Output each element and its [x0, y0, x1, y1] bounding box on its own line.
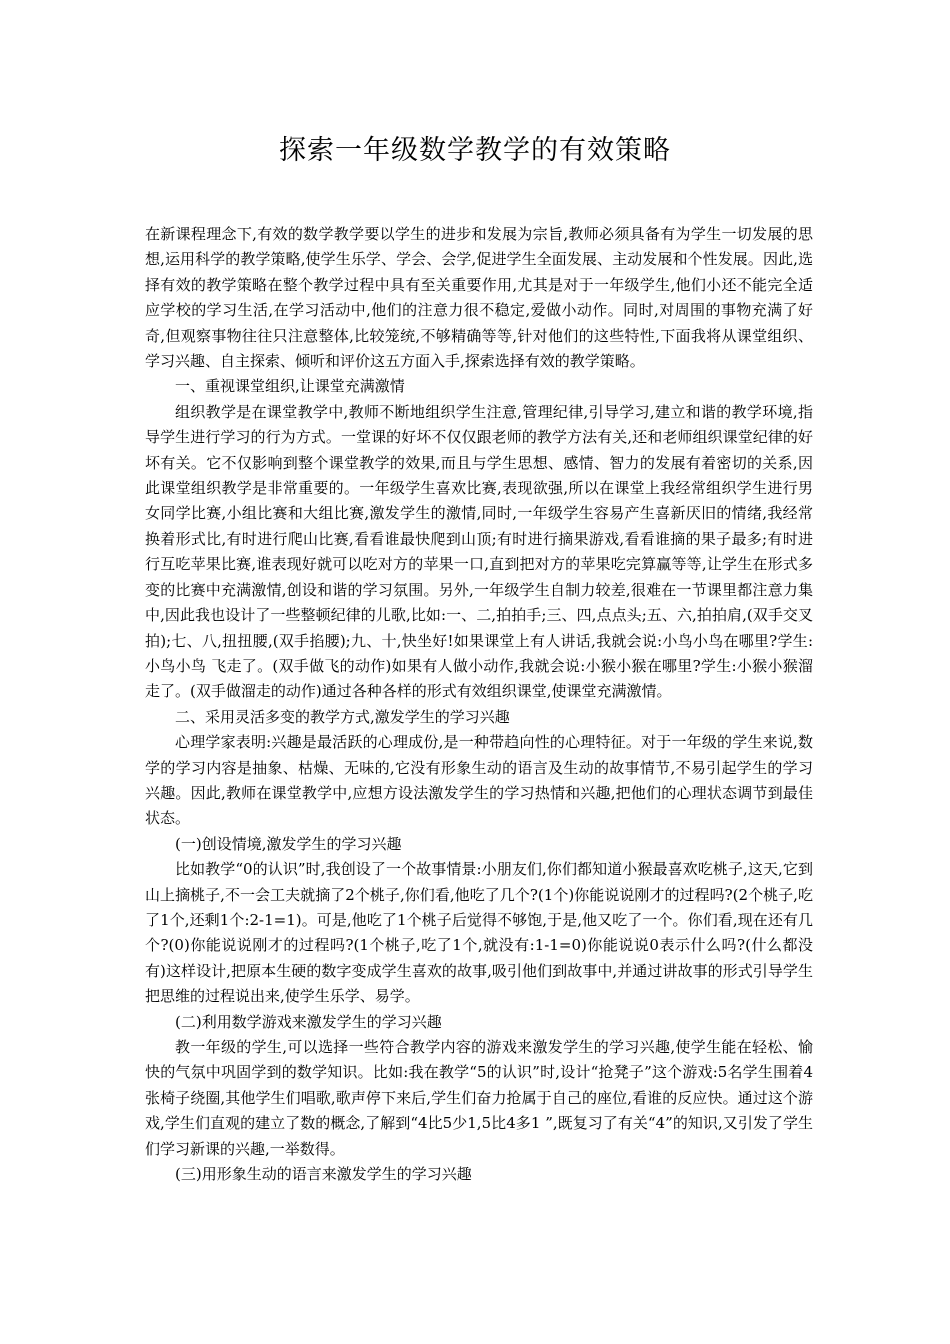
body-paragraph: 比如教学“0的认识”时,我创设了一个故事情景:小朋友们,你们都知道小猴最喜欢吃桃子,这天,它到山上摘桃子,不一会工夫就摘了2个桃子,你们看,他吃了几个?(1个)你能说说刚才的过程吗?(2个桃子,吃了1个,还剩1个:2-1=1)。可是,他吃了1个桃子后觉得不够饱,于是,他又吃了一个。你们看,现在还有几个?(0)你能说说刚才的过程吗?(1个桃子,吃了1个,就没有:1-1=0)你能说说0表示什么吗?(什么都没有)这样设计,把原本生硬的数字变成学生喜欢的故事,吸引他们到故事中,并通过讲故事的形式引导学生把思维的过程说出来,使学生乐学、易学。 [145, 860, 813, 1006]
intro-paragraph: 在新课程理念下,有效的数学教学要以学生的进步和发展为宗旨,教师必须具备有为学生一切发展的思想,运用科学的教学策略,使学生乐学、学会、会学,促进学生全面发展、主动发展和个性发展。因此,选择有效的教学策略在整个教学过程中具有至关重要作用,尤其是对于一年级学生,他们小还不能完全适应学校的学习生活,在学习活动中,他们的注意力很不稳定,爱做小动作。同时,对周围的事物充满了好奇,但观察事物往往只注意整体,比较笼统,不够精确等等,针对他们的这些特性,下面我将从课堂组织、学习兴趣、自主探索、倾听和评价这五方面入手,探索选择有效的教学策略。 [145, 225, 813, 371]
section-heading-1: 一、重视课堂组织,让课堂充满激情 [175, 377, 405, 396]
body-paragraph: 心理学家表明:兴趣是最活跃的心理成份,是一种带趋向性的心理特征。对于一年级的学生来说,数学的学习内容是抽象、枯燥、无味的,它没有形象生动的语言及生动的故事情节,不易引起学生的学习兴趣。因此,教师在课堂教学中,应想方设法激发学生的学习热情和兴趣,把他们的心理状态调节到最佳状态。 [145, 733, 813, 828]
subsection-heading-3: (三)用形象生动的语言来激发学生的学习兴趣 [175, 1165, 472, 1184]
document-title: 探索一年级数学教学的有效策略 [279, 135, 671, 166]
subsection-heading-2: (二)利用数学游戏来激发学生的学习兴趣 [175, 1012, 442, 1031]
document-body [145, 222, 813, 1187]
body-paragraph: 教一年级的学生,可以选择一些符合教学内容的游戏来激发学生的学习兴趣,使学生能在轻松、愉快的气氛中巩固学到的数学知识。比如:我在教学“5的认识”时,设计“抢凳子”这个游戏:5名学生围着4张椅子绕圈,其他学生们唱歌,歌声停下来后,学生们奋力抢属于自己的座位,看谁的反应快。通过这个游戏,学生们直观的建立了数的概念,了解到“4比5少1,5比4多1 ”,既复习了有关“4”的知识,又引发了学生们学习新课的兴趣,一举数得。 [145, 1038, 813, 1158]
section-heading-2: 二、采用灵活多变的教学方式,激发学生的学习兴趣 [175, 707, 510, 726]
body-paragraph: 组织教学是在课堂教学中,教师不断地组织学生注意,管理纪律,引导学习,建立和谐的教学环境,指导学生进行学习的行为方式。一堂课的好坏不仅仅跟老师的教学方法有关,还和老师组织课堂纪律的好坏有关。它不仅影响到整个课堂教学的效果,而且与学生思想、感情、智力的发展有着密切的关系,因此课堂组织教学是非常重要的。一年级学生喜欢比赛,表现欲强,所以在课堂上我经常组织学生进行男女同学比赛,小组比赛和大组比赛,激发学生的激情,同时,一年级学生容易产生喜新厌旧的情绪,我经常换着形式比,有时进行爬山比赛,看看谁最快爬到山顶;有时进行摘果游戏,看看谁摘的果子最多;有时进行互吃苹果比赛,谁表现好就可以吃对方的苹果一口,直到把对方的苹果吃完算赢等等,让学生在形式多变的比赛中充满激情,创设和谐的学习氛围。另外,一年级学生自制力较差,很难在一节课里都注意力集中,因此我也设计了一些整顿纪律的儿歌,比如:一、二,拍拍手;三、四,点点头;五、六,拍拍肩,(双手交叉拍);七、八,扭扭腰,(双手掐腰);九、十,快坐好!如果课堂上有人讲话,我就会说:小鸟小鸟在哪里?学生:小鸟小鸟 飞走了。(双手做飞的动作)如果有人做小动作,我就会说:小猴小猴在哪里?学生:小猴小猴溜走了。(双手做溜走的动作)通过各种各样的形式有效组织课堂,使课堂充满激情。 [145, 402, 813, 701]
subsection-heading-1: (一)创设情境,激发学生的学习兴趣 [175, 834, 402, 853]
